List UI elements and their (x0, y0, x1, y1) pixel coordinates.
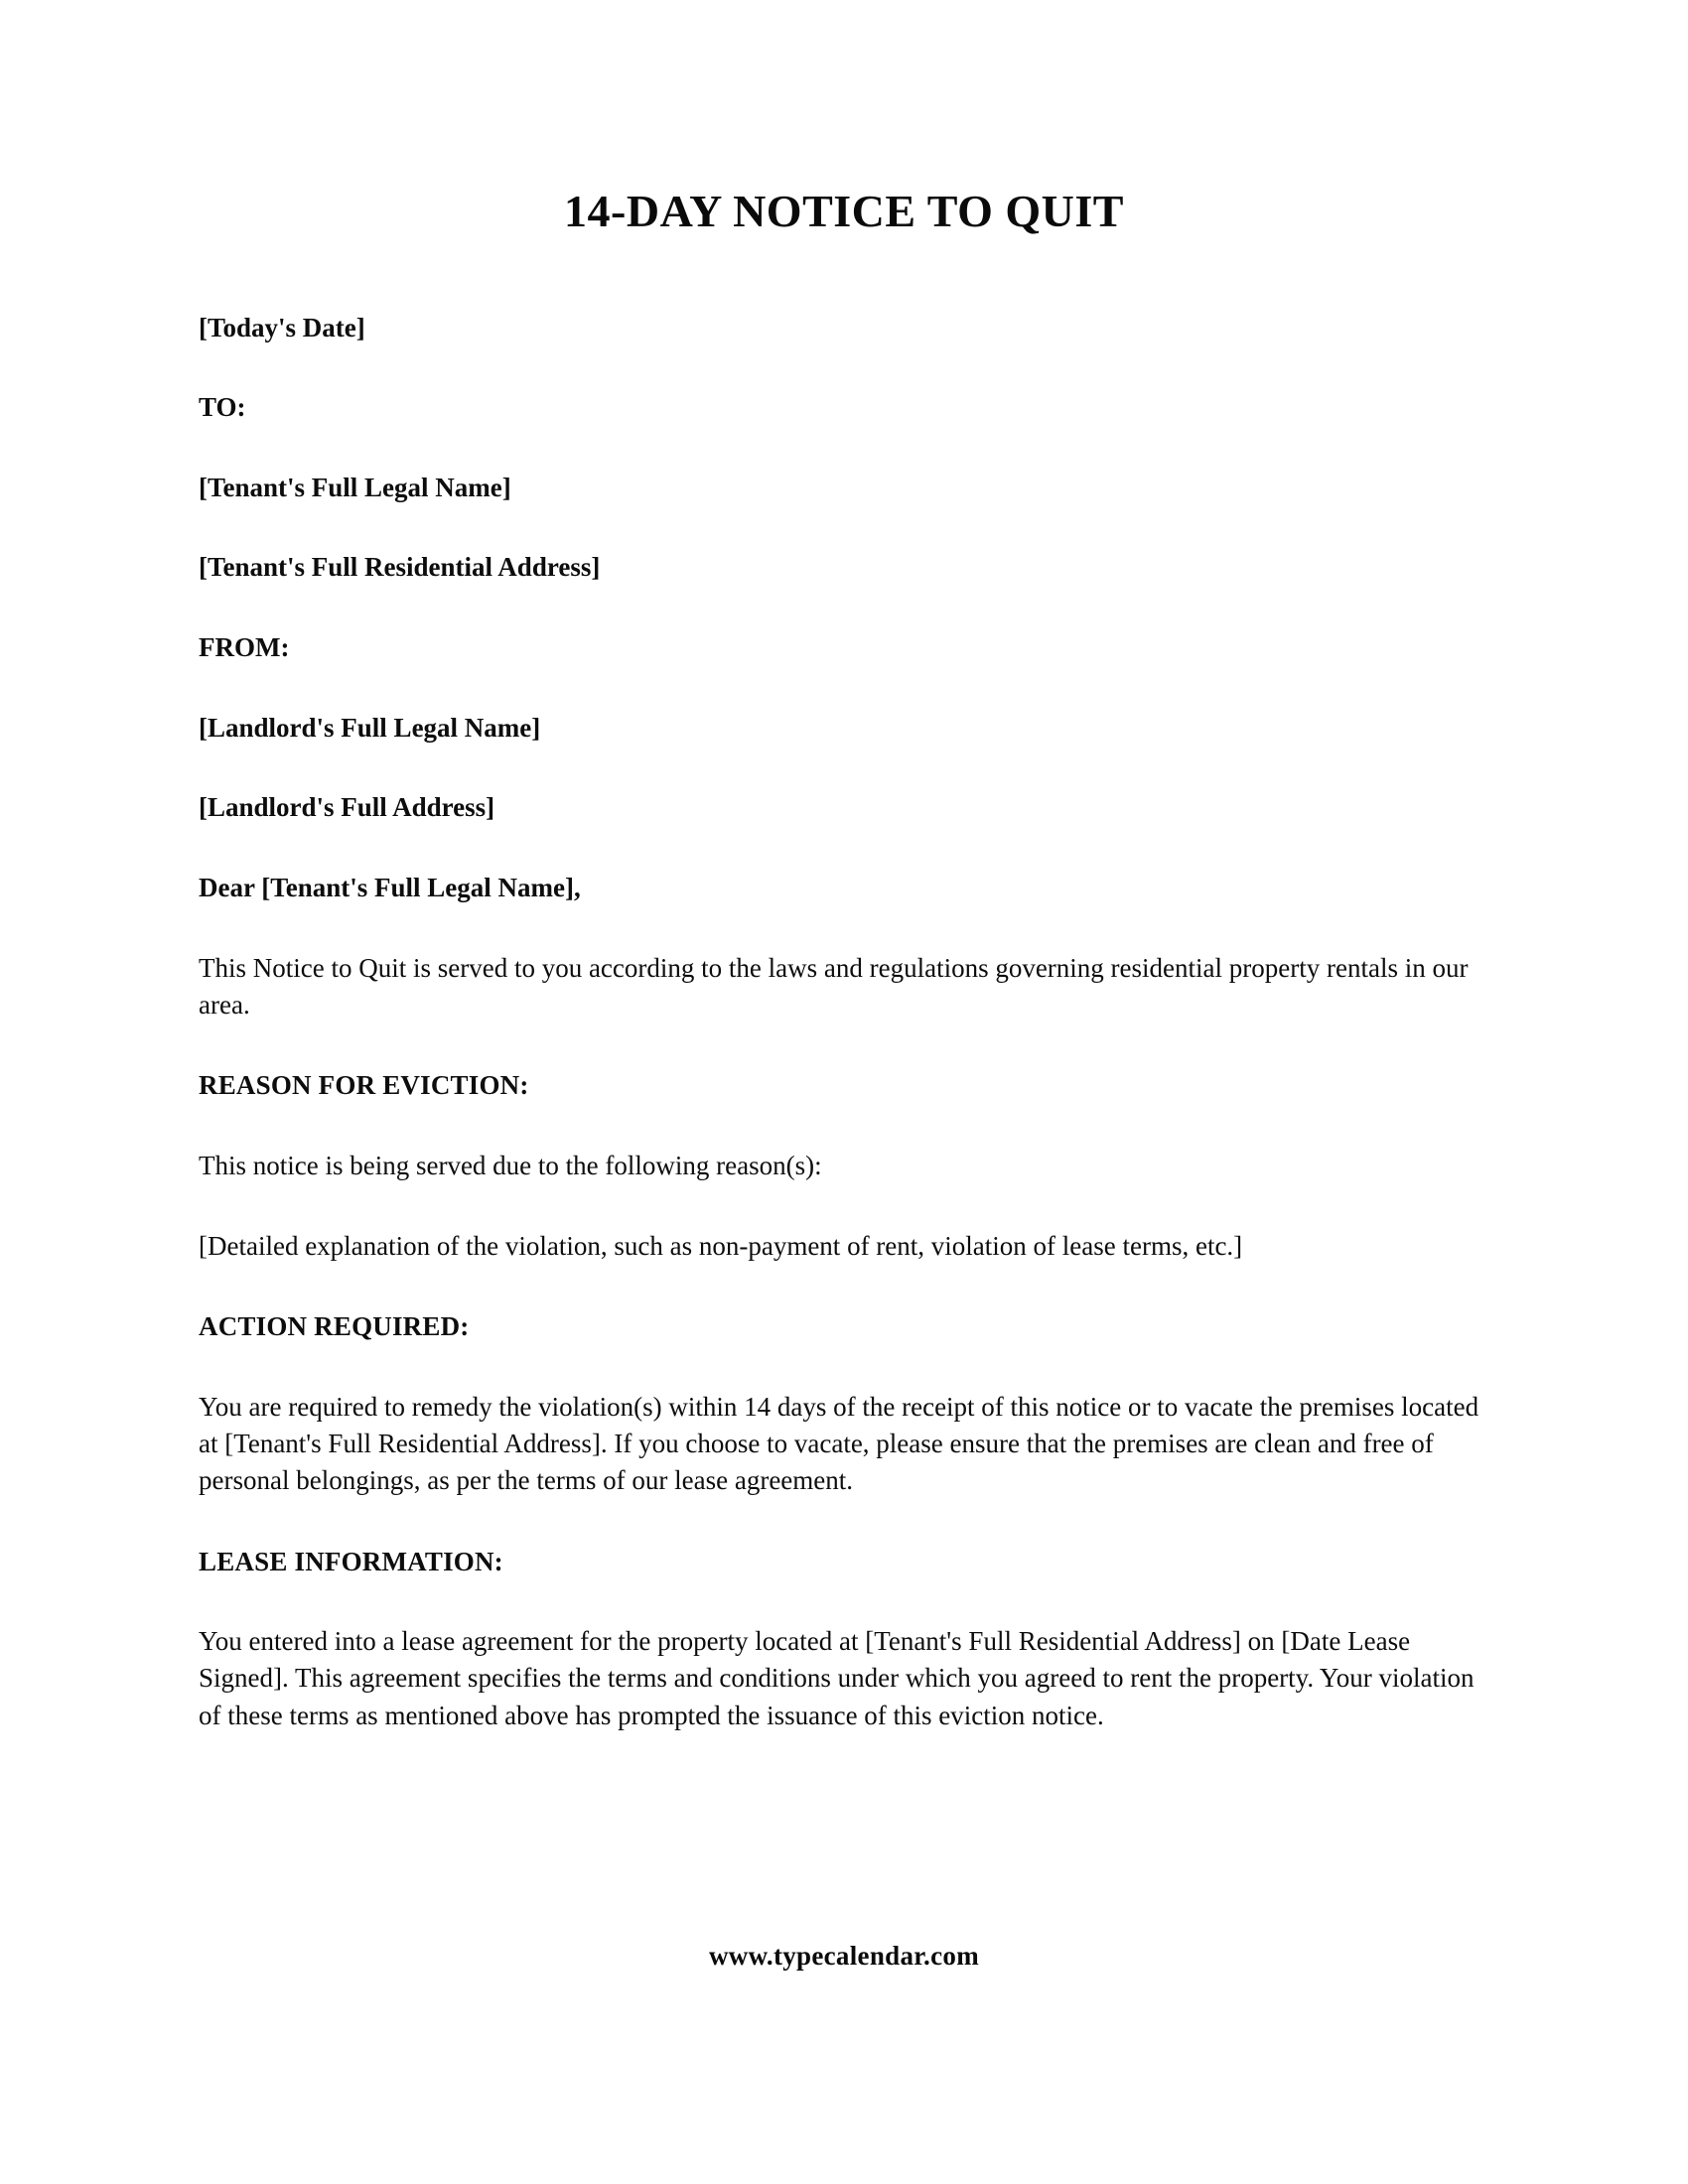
section-paragraph-action-required: You are required to remedy the violation(s) within 14 days of the receipt of this notice or to vacate the premises located at [Tenant's Full Residential Address]. If you choose to vacate, please ensure that the premises are clean and free of personal belongings, as per the terms of our lease agreement. (199, 1391, 1479, 1496)
page-title: 14-DAY NOTICE TO QUIT (564, 186, 1124, 236)
field-from-label: FROM: (199, 632, 290, 663)
document-body (199, 0, 1489, 1734)
section-heading-action-required: ACTION REQUIRED: (199, 1311, 470, 1342)
field-tenant-name: [Tenant's Full Legal Name] (199, 472, 511, 502)
section-paragraph-lease-information: You entered into a lease agreement for the property located at [Tenant's Full Residential Address] on [Date Lease Signed]. This agreement specifies the terms and conditions under which you agreed to rent the property. Your violation of these terms as mentioned above has prompted the issuance of this eviction notice. (199, 1626, 1475, 1730)
field-landlord-address: [Landlord's Full Address] (199, 792, 495, 823)
section-heading-reason-for-eviction: REASON FOR EVICTION: (199, 1070, 529, 1101)
field-salutation: Dear [Tenant's Full Legal Name], (199, 872, 581, 902)
field-to-label: TO: (199, 392, 246, 423)
footer-website: www.typecalendar.com (709, 1941, 979, 1971)
section-heading-lease-information: LEASE INFORMATION: (199, 1546, 503, 1576)
section-paragraph-reason-detail: [Detailed explanation of the violation, such as non-payment of rent, violation of lease terms, etc.] (199, 1230, 1243, 1261)
field-tenant-address: [Tenant's Full Residential Address] (199, 552, 601, 583)
field-todays-date: [Today's Date] (199, 312, 365, 342)
intro-paragraph: This Notice to Quit is served to you according to the laws and regulations governing residential property rentals in our area. (199, 952, 1469, 1020)
field-landlord-name: [Landlord's Full Legal Name] (199, 712, 541, 743)
section-paragraph-reason-intro: This notice is being served due to the following reason(s): (199, 1150, 822, 1180)
